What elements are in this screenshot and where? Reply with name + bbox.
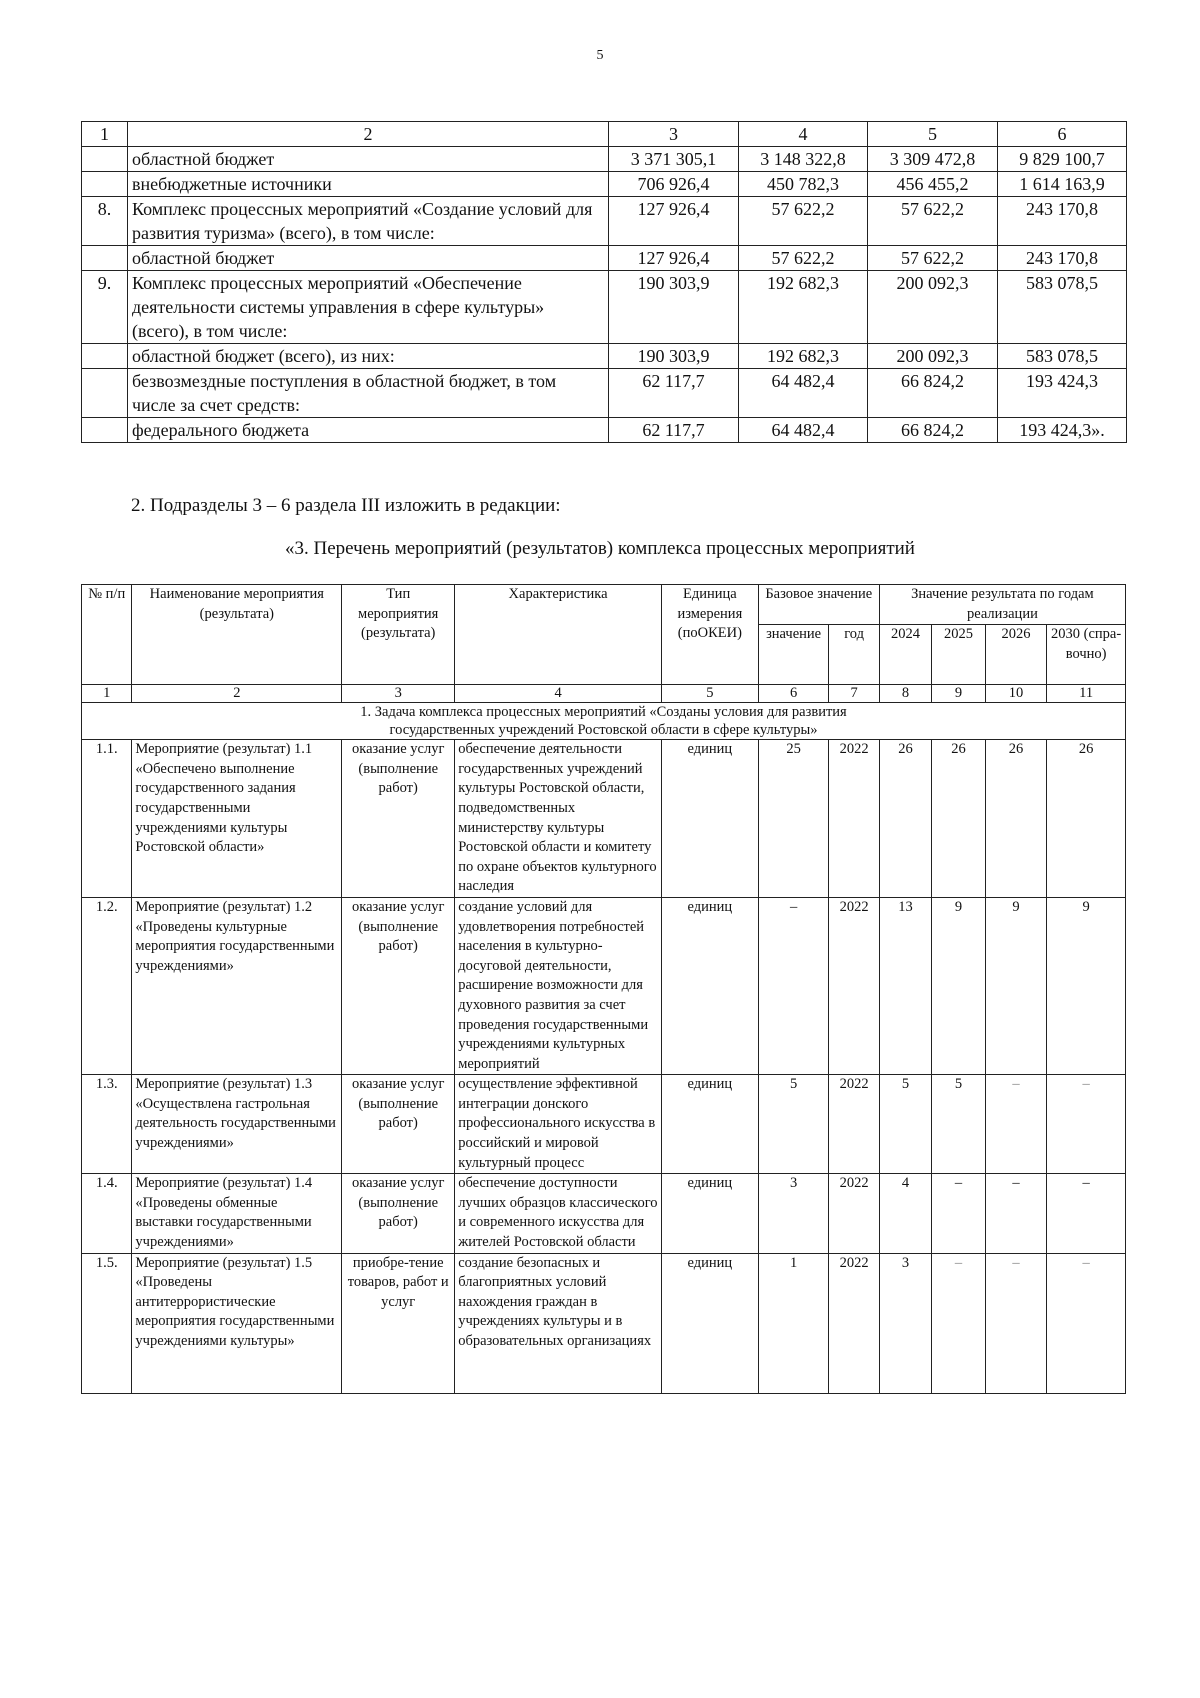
row-2024: 4 [879, 1174, 931, 1253]
table-row [82, 1174, 1126, 1253]
header-type: Тип мероприятия (результата) [342, 585, 455, 685]
header-base-year: год [829, 625, 879, 685]
budget-row [82, 369, 1127, 418]
budget-value: 243 170,8 [998, 197, 1127, 246]
row-name: Мероприятие (результат) 1.3 «Осуществлена гастрольная деятельность государственными учреждениями» [132, 1075, 342, 1174]
table-row [82, 1075, 1126, 1174]
budget-row-num [82, 344, 128, 369]
header-characteristic: Характеристика [455, 585, 662, 685]
budget-row-name: безвозмездные поступления в областной бюджет, в том числе за счет средств: [128, 369, 609, 418]
budget-value: 3 148 322,8 [739, 147, 868, 172]
row-2025: 26 [932, 740, 985, 898]
task-title: 1. Задача комплекса процессных мероприятий «Созданы условия для развития государственных учреждений Ростовской области в сфере культуры» [82, 703, 1126, 740]
budget-value: 57 622,2 [868, 197, 998, 246]
row-num: 1.1. [82, 740, 132, 898]
row-base-year: 2022 [829, 1174, 879, 1253]
budget-row [82, 172, 1127, 197]
row-2026: 26 [985, 740, 1047, 898]
row-base-year: 2022 [829, 1253, 879, 1393]
column-number: 3 [342, 685, 455, 703]
header-year-2026: 2026 [985, 625, 1047, 685]
budget-row-num [82, 418, 128, 443]
budget-header-cell: 3 [609, 122, 739, 147]
header-unit: Единица измерения (поОКЕИ) [661, 585, 758, 685]
row-name: Мероприятие (результат) 1.4 «Проведены обменные выставки государственными учреждениями» [132, 1174, 342, 1253]
budget-header-cell: 5 [868, 122, 998, 147]
row-base-value: 3 [758, 1174, 829, 1253]
budget-header-cell: 6 [998, 122, 1127, 147]
budget-value: 66 824,2 [868, 418, 998, 443]
budget-row-name: внебюджетные источники [128, 172, 609, 197]
column-number: 2 [132, 685, 342, 703]
budget-value: 706 926,4 [609, 172, 739, 197]
column-number: 11 [1047, 685, 1126, 703]
row-2024: 13 [879, 897, 931, 1074]
row-2030: 9 [1047, 897, 1126, 1074]
row-characteristic: осуществление эффективной интеграции донского профессионального искусства в российский и мировой культурный процесс [455, 1075, 662, 1174]
row-name: Мероприятие (результат) 1.2 «Проведены культурные мероприятия государственными учреждениями» [132, 897, 342, 1074]
row-type: приобре-тение товаров, работ и услуг [342, 1253, 455, 1393]
budget-value: 193 424,3». [998, 418, 1127, 443]
row-characteristic: обеспечение деятельности государственных учреждений культуры Ростовской области, подведомственных министерству культуры Ростовской области и комитету по охране объектов культурного наследия [455, 740, 662, 898]
budget-value: 583 078,5 [998, 344, 1127, 369]
table-row [82, 1253, 1126, 1393]
row-unit: единиц [661, 897, 758, 1074]
budget-value: 3 309 472,8 [868, 147, 998, 172]
table-row [82, 897, 1126, 1074]
budget-value: 200 092,3 [868, 344, 998, 369]
row-2025: 9 [932, 897, 985, 1074]
budget-value: 450 782,3 [739, 172, 868, 197]
row-2026: – [985, 1075, 1047, 1174]
row-base-value: 5 [758, 1075, 829, 1174]
row-2026: 9 [985, 897, 1047, 1074]
row-2024: 3 [879, 1253, 931, 1393]
budget-value: 243 170,8 [998, 246, 1127, 271]
header-result: Значение результата по годам реализации [879, 585, 1125, 625]
amendment-paragraph: 2. Подразделы 3 – 6 раздела III изложить в редакции: [131, 495, 561, 516]
budget-value: 127 926,4 [609, 246, 739, 271]
budget-value: 127 926,4 [609, 197, 739, 246]
section-title: «3. Перечень мероприятий (результатов) комплекса процессных мероприятий [285, 538, 915, 559]
row-characteristic: создание безопасных и благоприятных условий нахождения граждан в учреждениях культуры и в образовательных организациях [455, 1253, 662, 1393]
column-number: 9 [932, 685, 985, 703]
header-base-value: значение [758, 625, 829, 685]
row-characteristic: создание условий для удовлетворения потребностей населения в культурно-досуговой деятельности, расширение возможности для духовного развития за счет проведения государственными учреждениями культурных мероприятий [455, 897, 662, 1074]
column-numbers-row [82, 685, 1126, 703]
row-base-value: – [758, 897, 829, 1074]
events-header-row [82, 585, 1126, 625]
row-2025: – [932, 1253, 985, 1393]
row-num: 1.3. [82, 1075, 132, 1174]
row-base-year: 2022 [829, 897, 879, 1074]
column-number: 6 [758, 685, 829, 703]
budget-row-name: областной бюджет [128, 147, 609, 172]
row-unit: единиц [661, 1253, 758, 1393]
budget-value: 1 614 163,9 [998, 172, 1127, 197]
header-base: Базовое значение [758, 585, 879, 625]
budget-value: 57 622,2 [868, 246, 998, 271]
budget-value: 57 622,2 [739, 246, 868, 271]
budget-value: 200 092,3 [868, 271, 998, 344]
column-number: 4 [455, 685, 662, 703]
row-2024: 26 [879, 740, 931, 898]
header-year-2025: 2025 [932, 625, 985, 685]
budget-row-num: 9. [82, 271, 128, 344]
budget-row [82, 147, 1127, 172]
budget-row-name: областной бюджет [128, 246, 609, 271]
budget-value: 62 117,7 [609, 369, 739, 418]
budget-row-name: Комплекс процессных мероприятий «Обеспечение деятельности системы управления в сфере культуры» (всего), в том числе: [128, 271, 609, 344]
budget-value: 9 829 100,7 [998, 147, 1127, 172]
row-name: Мероприятие (результат) 1.1 «Обеспечено выполнение государственного задания государственными учреждениями культуры Ростовской области» [132, 740, 342, 898]
row-type: оказание услуг (выполнение работ) [342, 897, 455, 1074]
row-base-value: 25 [758, 740, 829, 898]
row-num: 1.5. [82, 1253, 132, 1393]
column-number: 5 [661, 685, 758, 703]
budget-value: 3 371 305,1 [609, 147, 739, 172]
budget-value: 583 078,5 [998, 271, 1127, 344]
row-type: оказание услуг (выполнение работ) [342, 740, 455, 898]
budget-row-num [82, 246, 128, 271]
column-number: 10 [985, 685, 1047, 703]
budget-row-num: 8. [82, 197, 128, 246]
budget-row-num [82, 172, 128, 197]
row-2030: 26 [1047, 740, 1126, 898]
row-num: 1.4. [82, 1174, 132, 1253]
row-base-year: 2022 [829, 1075, 879, 1174]
budget-value: 190 303,9 [609, 271, 739, 344]
header-num: № п/п [82, 585, 132, 685]
row-2030: – [1047, 1253, 1126, 1393]
row-unit: единиц [661, 1075, 758, 1174]
page-number: 5 [596, 48, 604, 63]
row-2026: – [985, 1174, 1047, 1253]
row-2030: – [1047, 1075, 1126, 1174]
budget-value: 57 622,2 [739, 197, 868, 246]
budget-row-name: федерального бюджета [128, 418, 609, 443]
row-unit: единиц [661, 1174, 758, 1253]
budget-value: 62 117,7 [609, 418, 739, 443]
budget-row-name: Комплекс процессных мероприятий «Создание условий для развития туризма» (всего), в том числе: [128, 197, 609, 246]
row-2024: 5 [879, 1075, 931, 1174]
budget-row [82, 197, 1127, 246]
row-2030: – [1047, 1174, 1126, 1253]
budget-value: 64 482,4 [739, 418, 868, 443]
budget-value: 190 303,9 [609, 344, 739, 369]
events-table [81, 584, 1126, 1394]
header-year-2030: 2030 (спра-вочно) [1047, 625, 1126, 685]
header-name: Наименование мероприятия (результата) [132, 585, 342, 685]
row-characteristic: обеспечение доступности лучших образцов классического и современного искусства для жителей Ростовской области [455, 1174, 662, 1253]
column-number: 1 [82, 685, 132, 703]
column-number: 7 [829, 685, 879, 703]
budget-row [82, 246, 1127, 271]
budget-value: 66 824,2 [868, 369, 998, 418]
column-number: 8 [879, 685, 931, 703]
budget-row [82, 418, 1127, 443]
budget-value: 192 682,3 [739, 271, 868, 344]
row-unit: единиц [661, 740, 758, 898]
budget-row [82, 344, 1127, 369]
row-base-year: 2022 [829, 740, 879, 898]
row-base-value: 1 [758, 1253, 829, 1393]
budget-value: 192 682,3 [739, 344, 868, 369]
table-row [82, 740, 1126, 898]
budget-header-row [82, 122, 1127, 147]
budget-row [82, 271, 1127, 344]
row-type: оказание услуг (выполнение работ) [342, 1075, 455, 1174]
row-type: оказание услуг (выполнение работ) [342, 1174, 455, 1253]
budget-value: 456 455,2 [868, 172, 998, 197]
budget-header-cell: 4 [739, 122, 868, 147]
budget-value: 193 424,3 [998, 369, 1127, 418]
row-2025: – [932, 1174, 985, 1253]
row-name: Мероприятие (результат) 1.5 «Проведены антитеррористические мероприятия государственными учреждениями культуры» [132, 1253, 342, 1393]
budget-header-cell: 2 [128, 122, 609, 147]
budget-row-name: областной бюджет (всего), из них: [128, 344, 609, 369]
row-2026: – [985, 1253, 1047, 1393]
row-2025: 5 [932, 1075, 985, 1174]
budget-table [81, 121, 1127, 443]
budget-row-num [82, 369, 128, 418]
row-num: 1.2. [82, 897, 132, 1074]
task-row [82, 703, 1126, 740]
budget-value: 64 482,4 [739, 369, 868, 418]
budget-row-num [82, 147, 128, 172]
header-year-2024: 2024 [879, 625, 931, 685]
budget-header-cell: 1 [82, 122, 128, 147]
